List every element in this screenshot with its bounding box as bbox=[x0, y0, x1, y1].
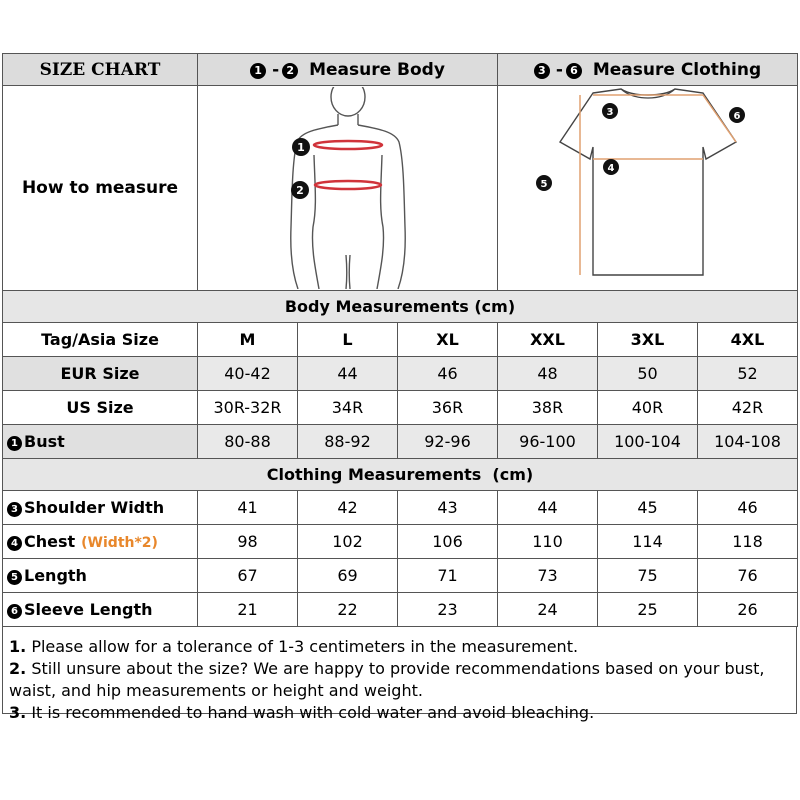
table-cell: 114 bbox=[598, 525, 698, 559]
table-cell: 25 bbox=[598, 593, 698, 627]
clothing-section-title: Clothing Measurements (cm) bbox=[3, 459, 798, 491]
size-chart-title: SIZE CHART bbox=[3, 54, 198, 86]
badge-icon: 3 bbox=[534, 63, 550, 79]
size-chart bbox=[2, 53, 797, 722]
clothing-section-row bbox=[3, 459, 798, 491]
measure-body-label: Measure Body bbox=[309, 59, 445, 80]
table-cell: 42 bbox=[298, 491, 398, 525]
table-cell: 41 bbox=[198, 491, 298, 525]
table-cell: 104-108 bbox=[698, 425, 798, 459]
table-cell: 118 bbox=[698, 525, 798, 559]
table-row bbox=[3, 357, 798, 391]
table-row bbox=[3, 323, 798, 357]
table-cell: L bbox=[298, 323, 398, 357]
table-cell: 3XL bbox=[598, 323, 698, 357]
table-cell: 100-104 bbox=[598, 425, 698, 459]
body-section-title: Body Measurements (cm) bbox=[3, 291, 798, 323]
table-cell: 21 bbox=[198, 593, 298, 627]
table-cell: 67 bbox=[198, 559, 298, 593]
table-cell: 76 bbox=[698, 559, 798, 593]
row-label: 6 Sleeve Length bbox=[3, 593, 198, 627]
table-row bbox=[3, 593, 798, 627]
row-label: 3 Shoulder Width bbox=[3, 491, 198, 525]
table-row bbox=[3, 525, 798, 559]
table-cell: 40-42 bbox=[198, 357, 298, 391]
body-outline-figure bbox=[198, 87, 498, 289]
table-cell: 23 bbox=[398, 593, 498, 627]
chest-note: (Width*2) bbox=[81, 535, 158, 551]
table-cell: 106 bbox=[398, 525, 498, 559]
row-label: 4 Chest (Width*2) bbox=[3, 525, 198, 559]
badge-icon: 6 bbox=[7, 604, 22, 619]
badge-icon: 2 bbox=[282, 63, 298, 79]
table-cell: 40R bbox=[598, 391, 698, 425]
table-cell: 102 bbox=[298, 525, 398, 559]
table-cell: 24 bbox=[498, 593, 598, 627]
table-cell: XXL bbox=[498, 323, 598, 357]
table-cell: 45 bbox=[598, 491, 698, 525]
table-cell: 96-100 bbox=[498, 425, 598, 459]
clothing-mark-4: 4 bbox=[607, 163, 615, 174]
body-mark-1: 1 bbox=[297, 141, 305, 154]
table-cell: 75 bbox=[598, 559, 698, 593]
table-cell: 98 bbox=[198, 525, 298, 559]
row-label: Tag/Asia Size bbox=[3, 323, 198, 357]
note-item: 1. Please allow for a tolerance of 1-3 centimeters in the measurement. bbox=[9, 637, 579, 656]
note-item: 2. Still unsure about the size? We are happy to provide recommendations based on your bust, waist, and hip measurements or height and weight. bbox=[9, 659, 765, 700]
notes-box bbox=[2, 627, 797, 722]
table-cell: M bbox=[198, 323, 298, 357]
table-cell: 42R bbox=[698, 391, 798, 425]
table-row bbox=[3, 425, 798, 459]
table-cell: 48 bbox=[498, 357, 598, 391]
table-cell: XL bbox=[398, 323, 498, 357]
how-to-measure-label: How to measure bbox=[3, 86, 198, 291]
table-cell: 22 bbox=[298, 593, 398, 627]
row-label: 5 Length bbox=[3, 559, 198, 593]
table-row bbox=[3, 391, 798, 425]
body-section-row bbox=[3, 291, 798, 323]
table-cell: 4XL bbox=[698, 323, 798, 357]
table-cell: 46 bbox=[698, 491, 798, 525]
measure-clothing-label: Measure Clothing bbox=[592, 59, 762, 80]
how-to-measure-row bbox=[3, 86, 798, 291]
note-item: 3. It is recommended to hand wash with cold water and avoid bleaching. bbox=[9, 703, 595, 722]
table-cell: 43 bbox=[398, 491, 498, 525]
badge-icon: 6 bbox=[566, 63, 582, 79]
table-cell: 46 bbox=[398, 357, 498, 391]
badge-icon: 4 bbox=[7, 536, 22, 551]
header-row bbox=[3, 54, 798, 86]
body-mark-2: 2 bbox=[296, 184, 304, 197]
table-cell: 88-92 bbox=[298, 425, 398, 459]
table-cell: 44 bbox=[298, 357, 398, 391]
table-cell: 69 bbox=[298, 559, 398, 593]
row-label: 1 Bust bbox=[3, 425, 198, 459]
badge-icon: 1 bbox=[7, 436, 22, 451]
table-cell: 92-96 bbox=[398, 425, 498, 459]
badge-icon: 3 bbox=[7, 502, 22, 517]
table-cell: 44 bbox=[498, 491, 598, 525]
row-label: EUR Size bbox=[3, 357, 198, 391]
measure-clothing-header: 3 - 6 Measure Clothing bbox=[498, 54, 798, 86]
clothing-mark-3: 3 bbox=[606, 107, 614, 118]
body-figure-cell bbox=[198, 86, 498, 291]
badge-icon: 5 bbox=[7, 570, 22, 585]
row-label: US Size bbox=[3, 391, 198, 425]
table-cell: 52 bbox=[698, 357, 798, 391]
table-row bbox=[3, 559, 798, 593]
table-cell: 71 bbox=[398, 559, 498, 593]
measure-body-header: 1 - 2 Measure Body bbox=[198, 54, 498, 86]
table-cell: 50 bbox=[598, 357, 698, 391]
table-cell: 36R bbox=[398, 391, 498, 425]
clothing-figure-cell bbox=[498, 86, 798, 291]
size-chart-table bbox=[2, 53, 798, 627]
table-cell: 26 bbox=[698, 593, 798, 627]
table-cell: 30R-32R bbox=[198, 391, 298, 425]
table-cell: 110 bbox=[498, 525, 598, 559]
table-cell: 38R bbox=[498, 391, 598, 425]
table-cell: 80-88 bbox=[198, 425, 298, 459]
clothing-mark-5: 5 bbox=[540, 179, 548, 190]
tshirt-figure bbox=[498, 87, 798, 289]
badge-icon: 1 bbox=[250, 63, 266, 79]
clothing-mark-6: 6 bbox=[733, 111, 741, 122]
table-cell: 34R bbox=[298, 391, 398, 425]
table-cell: 73 bbox=[498, 559, 598, 593]
table-row bbox=[3, 491, 798, 525]
